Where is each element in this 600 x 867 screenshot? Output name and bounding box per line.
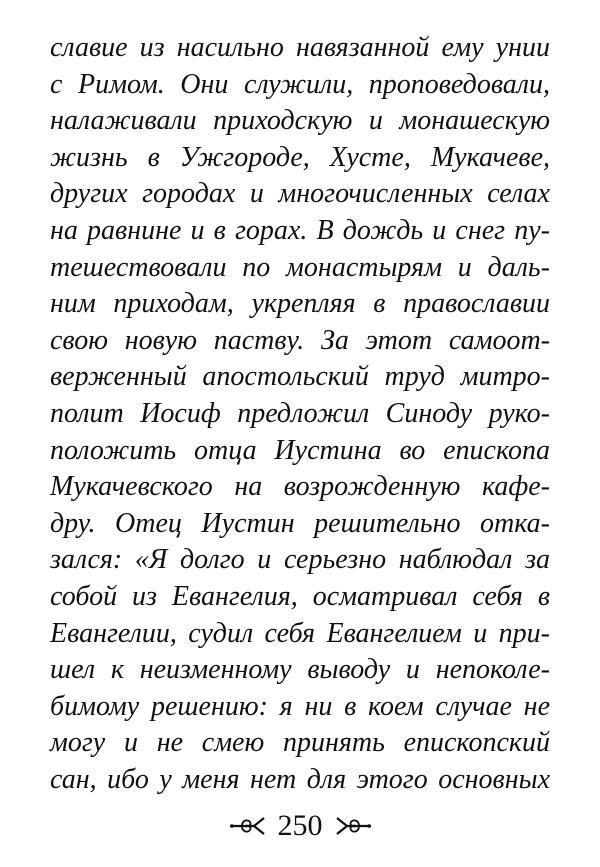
text-line: Мукачевского на возрожденную кафе- — [50, 471, 550, 503]
text-line: ним приходам, укрепляя в православии — [50, 288, 550, 320]
text-line: других городах и многочисленных селах — [50, 178, 550, 210]
text-line: собой из Евангелия, осматривал себя в — [50, 580, 550, 612]
text-line: с Римом. Они служили, проповедовали, — [50, 68, 550, 100]
text-line: славие из насильно навязанной ему унии — [50, 32, 550, 63]
body-text — [50, 30, 550, 798]
text-line: жизнь в Ужгороде, Хусте, Мукачеве, — [50, 141, 550, 173]
text-line: тешествовали по монастырям и даль- — [50, 251, 550, 283]
text-line: шел к неизменному выводу и непоколе- — [50, 654, 550, 686]
page-number: 250 — [277, 809, 323, 842]
text-line: на равнине и в горах. В дождь и снег пу- — [50, 214, 550, 246]
ornament-right-icon — [333, 815, 373, 837]
text-line: налаживали приходскую и монашескую — [50, 105, 550, 137]
text-line: Евангелии, судил себя Евангелием и при- — [50, 617, 550, 649]
text-line: зался: «Я долго и серьезно наблюдал за — [50, 544, 550, 576]
text-line: свою новую паству. За этот самоот- — [50, 324, 550, 356]
text-line: сан, ибо у меня нет для этого основных — [50, 763, 550, 795]
text-line: положить отца Иустина во епископа — [50, 434, 550, 466]
text-line: верженный апостольский труд митро- — [50, 361, 550, 393]
text-line: полит Иосиф предложил Синоду руко- — [50, 397, 550, 429]
text-line: бимому решению: я ни в коем случае не — [50, 690, 550, 722]
text-line: могу и не смею принять епископский — [50, 727, 550, 759]
ornament-left-icon — [228, 815, 268, 837]
text-line: дру. Отец Иустин решительно отка- — [50, 507, 550, 539]
page-footer — [0, 806, 600, 846]
